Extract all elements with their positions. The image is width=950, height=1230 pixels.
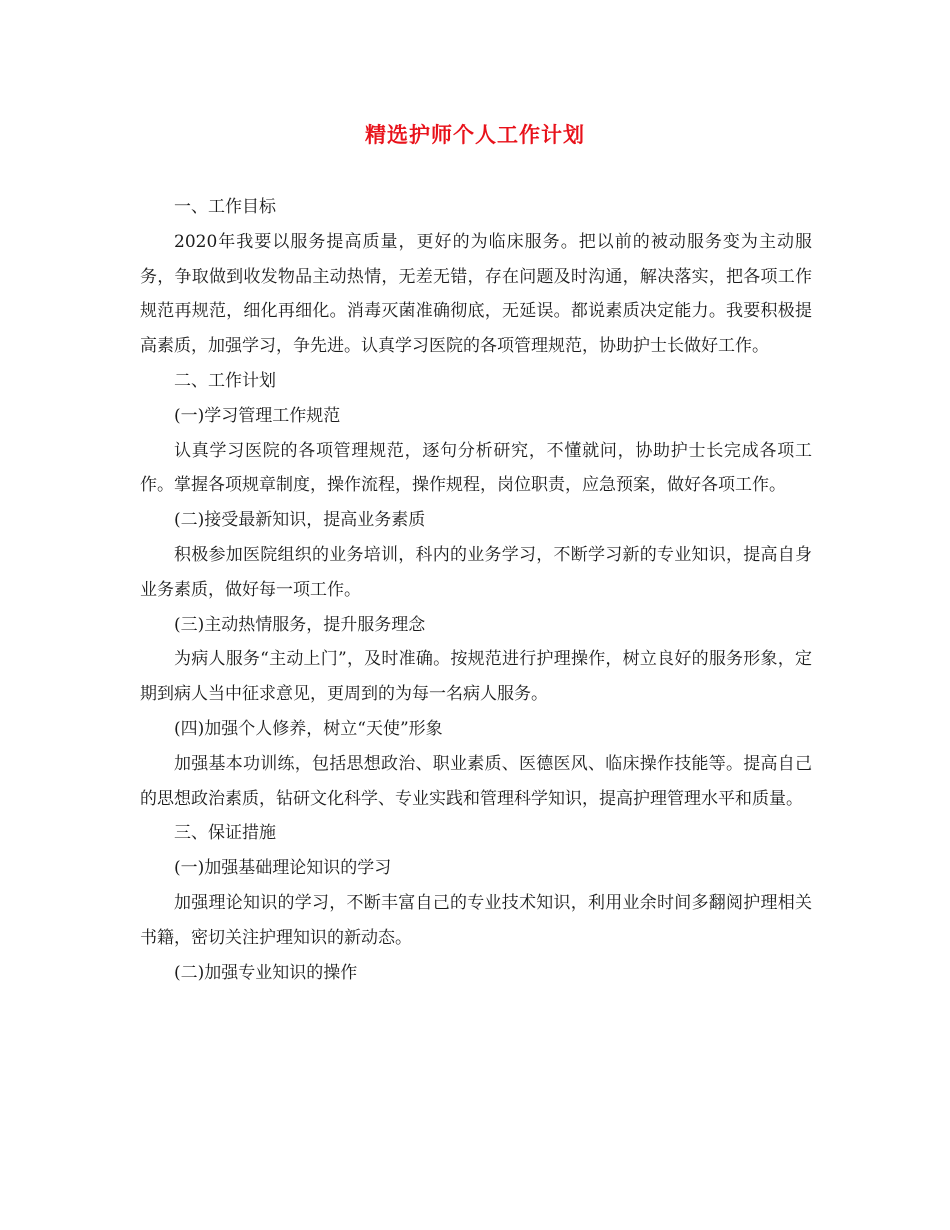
- subheading-measures-1: (一)加强基础理论知识的学习: [174, 858, 392, 879]
- paragraph-plan-4: 加强基本功训练，包括思想政治、职业素质、医德医风、临床操作技能等。提高自己的思想政治素质，钻研文化科学、专业实践和管理科学知识，提高护理管理水平和质量。: [140, 753, 812, 809]
- section-heading-goals: 一、工作目标: [174, 197, 276, 217]
- paragraph-plan-3: 为病人服务“主动上门”，及时准确。按规范进行护理操作，树立良好的服务形象，定期到病人当中征求意见，更周到的为每一名病人服务。: [140, 649, 812, 705]
- subheading-plan-4: (四)加强个人修养，树立“天使”形象: [174, 718, 443, 739]
- paragraph-plan-2: 积极参加医院组织的业务培训，科内的业务学习，不断学习新的专业知识，提高自身业务素质，做好每一项工作。: [140, 544, 812, 600]
- section-heading-measures: 三、保证措施: [174, 823, 276, 844]
- document-body: [140, 190, 812, 990]
- paragraph-measures-1: 加强理论知识的学习，不断丰富自己的专业技术知识，利用业余时间多翻阅护理相关书籍，密切关注护理知识的新动态。: [140, 892, 812, 948]
- document-title: 精选护师个人工作计划: [365, 122, 585, 147]
- paragraph-plan-1: 认真学习医院的各项管理规范，逐句分析研究，不懂就问，协助护士长完成各项工作。掌握各项规章制度，操作流程，操作规程，岗位职责，应急预案，做好各项工作。: [140, 440, 812, 496]
- subheading-plan-3: (三)主动热情服务，提升服务理念: [174, 614, 426, 635]
- section-heading-plan: 二、工作计划: [174, 370, 276, 391]
- subheading-measures-2: (二)加强专业知识的操作: [174, 962, 358, 983]
- subheading-plan-2: (二)接受最新知识，提高业务素质: [174, 510, 426, 531]
- paragraph-goals: 2020年我要以服务提高质量，更好的为临床服务。把以前的被动服务变为主动服务，争取做到收发物品主动热情，无差无错，存在问题及时沟通，解决落实，把各项工作规范再规范，细化再细化。消毒灭菌准确彻底，无延误。都说素质决定能力。我要积极提高素质，加强学习，争先进。认真学习医院的各项管理规范，协助护士长做好工作。: [140, 231, 812, 357]
- subheading-plan-1: (一)学习管理工作规范: [174, 405, 341, 426]
